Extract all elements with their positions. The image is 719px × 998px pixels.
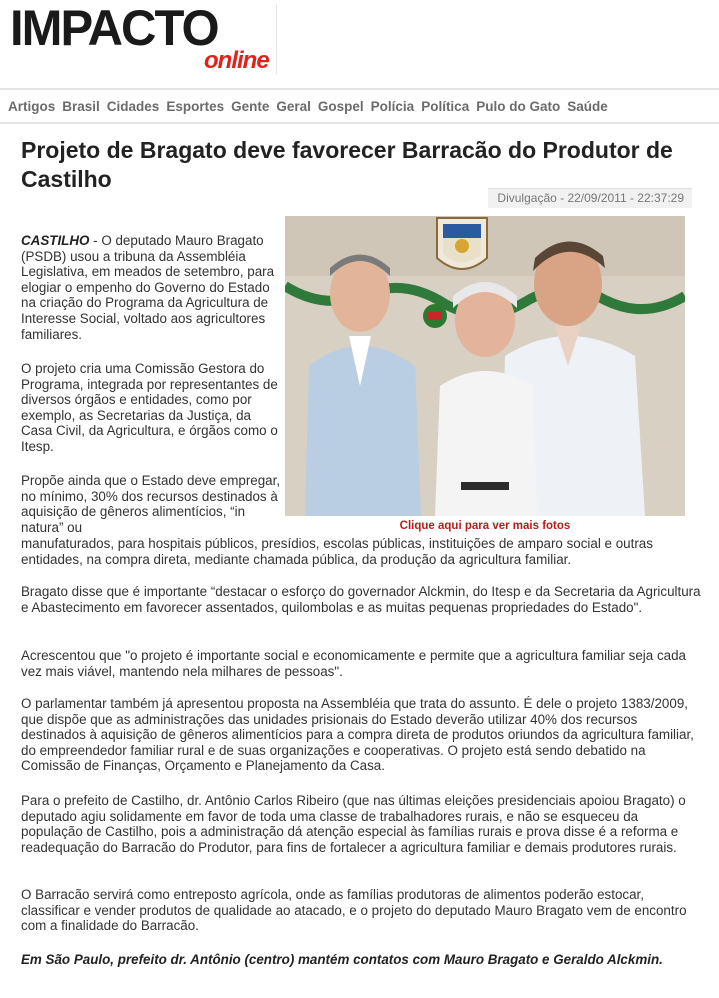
paragraph-1-text: - O deputado Mauro Bragato (PSDB) usou a tribuna da Assembléia Legislativa, em meados de setembro, para elogiar o empenho do Governo do Estado na criação do Programa da Agricultura de Interesse Social, voltado aos agricultores familiares. xyxy=(21,233,275,342)
photo-caption: Em São Paulo, prefeito dr. Antônio (centro) mantém contatos com Mauro Bragato e Geraldo Alckmin. xyxy=(21,952,663,967)
nav-item-saude[interactable]: Saúde xyxy=(567,99,608,114)
nav-item-geral[interactable]: Geral xyxy=(276,99,311,114)
article-dateline: Divulgação - 22/09/2011 - 22:37:29 xyxy=(488,188,692,208)
nav-item-politica[interactable]: Política xyxy=(421,99,470,114)
logo-sub-text: online xyxy=(204,47,269,74)
article-paragraph-3b: manufaturados, para hospitais públicos, presídios, escolas públicas, instituições de amparo social e outras entidades, na compra direta, mediante chamada pública, da produção da agricultura familiar. xyxy=(21,536,653,567)
nav-item-policia[interactable]: Polícia xyxy=(370,99,415,114)
nav-item-brasil[interactable]: Brasil xyxy=(62,99,100,114)
article-paragraph-4: Bragato disse que é importante “destacar o esforço do governador Alckmin, do Itesp e da Secretaria da Agricultura e Abastecimento em favorecer assentados, quilombolas e as muitas pequenas propriedades do Estado". xyxy=(21,584,701,615)
nav-divider-top xyxy=(0,88,719,90)
article-paragraph-8: O Barracão servirá como entreposto agrícola, onde as famílias produtoras de alimentos poderão estocar, classificar e vender produtos de qualidade ao atacado, e o projeto do deputado Mauro Bragato vem de encontro com a finalidade do Barracão. xyxy=(21,887,687,934)
category-nav xyxy=(8,96,615,118)
site-logo[interactable] xyxy=(6,2,278,76)
nav-item-artigos[interactable]: Artigos xyxy=(8,99,56,114)
article-paragraph-3a: Propõe ainda que o Estado deve empregar, no mínimo, 30% dos recursos destinados à aquisição de gêneros alimentícios, “in natura” ou xyxy=(21,473,281,535)
nav-item-esportes[interactable]: Esportes xyxy=(166,99,225,114)
nav-item-cidades[interactable]: Cidades xyxy=(106,99,160,114)
article-paragraph-5: Acrescentou que "o projeto é importante social e economicamente e permite que a agricultura familiar seja cada vez mais viável, mantendo nela milhares de pessoas". xyxy=(21,648,686,679)
more-photos-link[interactable]: Clique aqui para ver mais fotos xyxy=(399,520,571,532)
nav-item-gospel[interactable]: Gospel xyxy=(317,99,364,114)
nav-item-pulo-do-gato[interactable]: Pulo do Gato xyxy=(476,99,561,114)
nav-divider-bottom xyxy=(0,122,719,124)
article-title: Projeto de Bragato deve favorecer Barracão do Produtor de Castilho xyxy=(21,137,673,192)
article-paragraph-6: O parlamentar também já apresentou proposta na Assembléia que trata do assunto. É dele o projeto 1383/2009, que dispõe que as administrações das unidades prisionais do Estado deverão utilizar 40% dos recursos destinados à aquisição de gêneros alimentícios para a compra direta de produtos oriundos da agricultura familiar, do empreendedor familiar rural e de suas organizações e cooperativas. O projeto está sendo debatido na Comissão de Finanças, Orçamento e Planejamento da Casa. xyxy=(21,696,694,774)
paragraph-lead-location: CASTILHO xyxy=(21,233,90,248)
nav-item-gente[interactable]: Gente xyxy=(231,99,270,114)
article-photo[interactable] xyxy=(285,216,685,516)
article-paragraph-1 xyxy=(21,233,279,342)
article-paragraph-2: O projeto cria uma Comissão Gestora do Programa, integrada por representantes de diversos órgãos e entidades, como por exemplo, as Secretarias da Justiça, da Casa Civil, da Agricultura, e órgãos como o Itesp. xyxy=(21,361,278,454)
article-photo-illustration xyxy=(285,216,685,516)
logo-divider xyxy=(276,4,277,74)
site-header xyxy=(0,0,719,82)
article-paragraph-7: Para o prefeito de Castilho, dr. Antônio Carlos Ribeiro (que nas últimas eleições presidenciais apoiou Bragato) o deputado agiu solidamente em favor de toda uma classe de trabalhadores rurais, e não se esqueceu da população de Castilho, pois a administração dá atenção especial às famílias rurais e prova disse é a reforma e readequação do Barracão do Produtor, para fins de fortalecer a agricultura familiar e demais produtores rurais. xyxy=(21,793,686,855)
logo-main-text: IMPACTO xyxy=(10,0,218,56)
